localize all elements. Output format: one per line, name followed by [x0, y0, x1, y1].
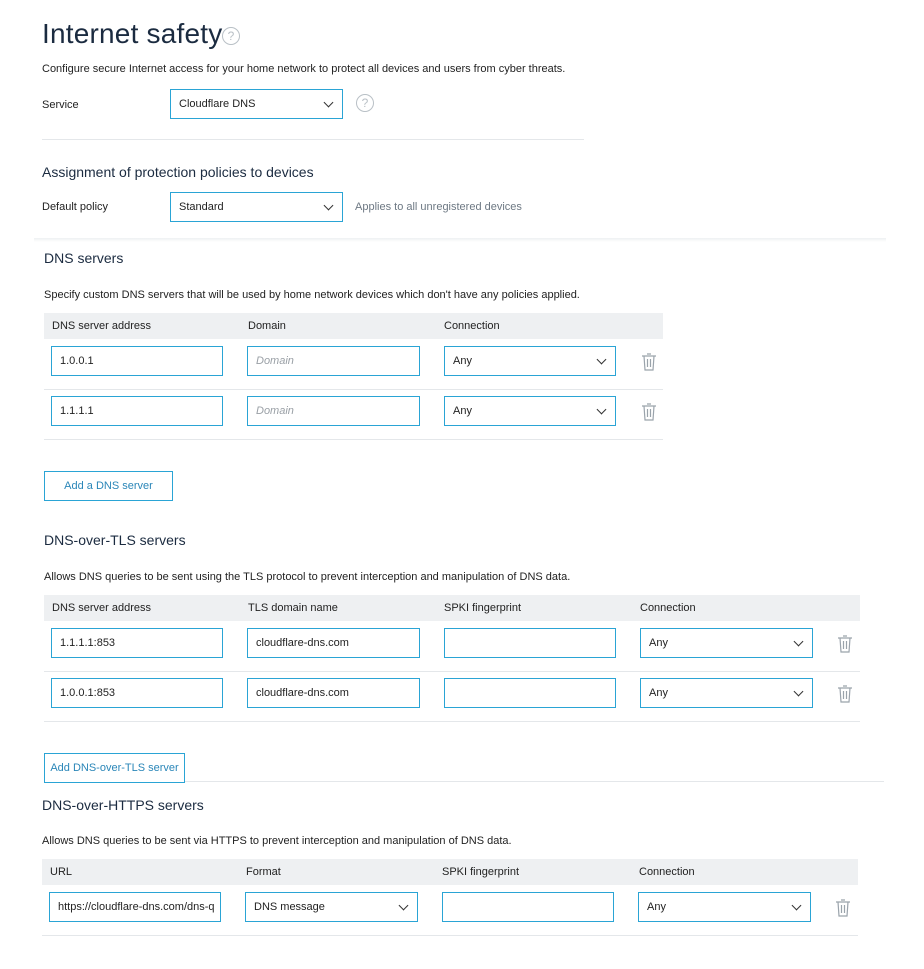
doh-connection-value: Any [647, 901, 666, 913]
dns-connection-value: Any [453, 405, 472, 417]
column-header: TLS domain name [248, 602, 338, 614]
page-title: Internet safety [42, 18, 223, 49]
add-dot-server-button[interactable]: Add DNS-over-TLS server [44, 753, 185, 783]
column-header: Connection [639, 866, 695, 878]
column-header: Domain [248, 320, 286, 332]
chevron-down-icon [324, 98, 334, 108]
dns-servers-description: Specify custom DNS servers that will be used by home network devices which don't have any policies applied. [44, 289, 580, 301]
service-label: Service [42, 99, 79, 111]
trash-icon[interactable] [835, 898, 851, 918]
dns-table-header [44, 313, 663, 339]
doh-heading: DNS-over-HTTPS servers [42, 797, 204, 813]
chevron-down-icon [597, 405, 607, 415]
dot-spki-input[interactable] [444, 678, 616, 708]
service-select[interactable] [170, 89, 343, 119]
column-header: DNS server address [52, 602, 152, 614]
dns-domain-input[interactable]: Domain [247, 396, 420, 426]
row-divider [44, 671, 860, 672]
dns-connection-select[interactable] [444, 396, 616, 426]
trash-icon[interactable] [641, 352, 657, 372]
column-header: Format [246, 866, 281, 878]
dot-description: Allows DNS queries to be sent using the TLS protocol to prevent interception and manipulation of DNS data. [44, 571, 571, 583]
dns-connection-value: Any [453, 355, 472, 367]
row-divider [44, 721, 860, 722]
default-policy-hint: Applies to all unregistered devices [355, 201, 522, 213]
column-header: SPKI fingerprint [444, 602, 522, 614]
default-policy-select[interactable] [170, 192, 343, 222]
chevron-down-icon [794, 637, 804, 647]
page-description: Configure secure Internet access for your home network to protect all devices and users from cyber threats. [42, 63, 566, 75]
column-header: SPKI fingerprint [442, 866, 520, 878]
default-policy-label: Default policy [42, 201, 109, 213]
default-policy-value: Standard [179, 201, 224, 213]
doh-spki-input[interactable] [442, 892, 614, 922]
dns-domain-input[interactable]: Domain [247, 346, 420, 376]
dot-tls-domain-input[interactable]: cloudflare-dns.com [247, 678, 420, 708]
divider [42, 139, 584, 140]
doh-table-header [42, 859, 858, 885]
dns-address-input[interactable]: 1.1.1.1 [51, 396, 223, 426]
row-divider [44, 389, 663, 390]
chevron-down-icon [399, 901, 409, 911]
dot-address-input[interactable]: 1.1.1.1:853 [51, 628, 223, 658]
doh-connection-select[interactable] [638, 892, 811, 922]
dot-tls-domain-input[interactable]: cloudflare-dns.com [247, 628, 420, 658]
section-divider [34, 238, 886, 242]
trash-icon[interactable] [641, 402, 657, 422]
chevron-down-icon [794, 687, 804, 697]
row-divider [42, 935, 858, 936]
dns-address-input[interactable]: 1.0.0.1 [51, 346, 223, 376]
dot-table-header [44, 595, 860, 621]
chevron-down-icon [324, 201, 334, 211]
doh-format-select[interactable] [245, 892, 418, 922]
dot-heading: DNS-over-TLS servers [44, 532, 186, 548]
assignment-heading: Assignment of protection policies to devices [42, 164, 314, 180]
dot-connection-value: Any [649, 687, 668, 699]
service-help-icon[interactable]: ? [356, 94, 374, 112]
dot-spki-input[interactable] [444, 628, 616, 658]
dot-connection-select[interactable] [640, 678, 813, 708]
column-header: URL [50, 866, 73, 878]
add-dns-server-button[interactable]: Add a DNS server [44, 471, 173, 501]
column-header: Connection [640, 602, 696, 614]
trash-icon[interactable] [837, 634, 853, 654]
help-icon[interactable]: ? [222, 27, 240, 45]
column-header: Connection [444, 320, 500, 332]
row-divider [44, 439, 663, 440]
column-header: DNS server address [52, 320, 152, 332]
dot-connection-value: Any [649, 637, 668, 649]
chevron-down-icon [597, 355, 607, 365]
doh-url-input[interactable]: https://cloudflare-dns.com/dns-q [49, 892, 221, 922]
doh-description: Allows DNS queries to be sent via HTTPS to prevent interception and manipulation of DNS data. [42, 835, 512, 847]
trash-icon[interactable] [837, 684, 853, 704]
service-select-value: Cloudflare DNS [179, 98, 256, 110]
doh-format-value: DNS message [254, 901, 325, 913]
section-divider [185, 781, 884, 782]
chevron-down-icon [792, 901, 802, 911]
dot-connection-select[interactable] [640, 628, 813, 658]
dns-servers-heading: DNS servers [44, 250, 124, 266]
dns-connection-select[interactable] [444, 346, 616, 376]
dot-address-input[interactable]: 1.0.0.1:853 [51, 678, 223, 708]
